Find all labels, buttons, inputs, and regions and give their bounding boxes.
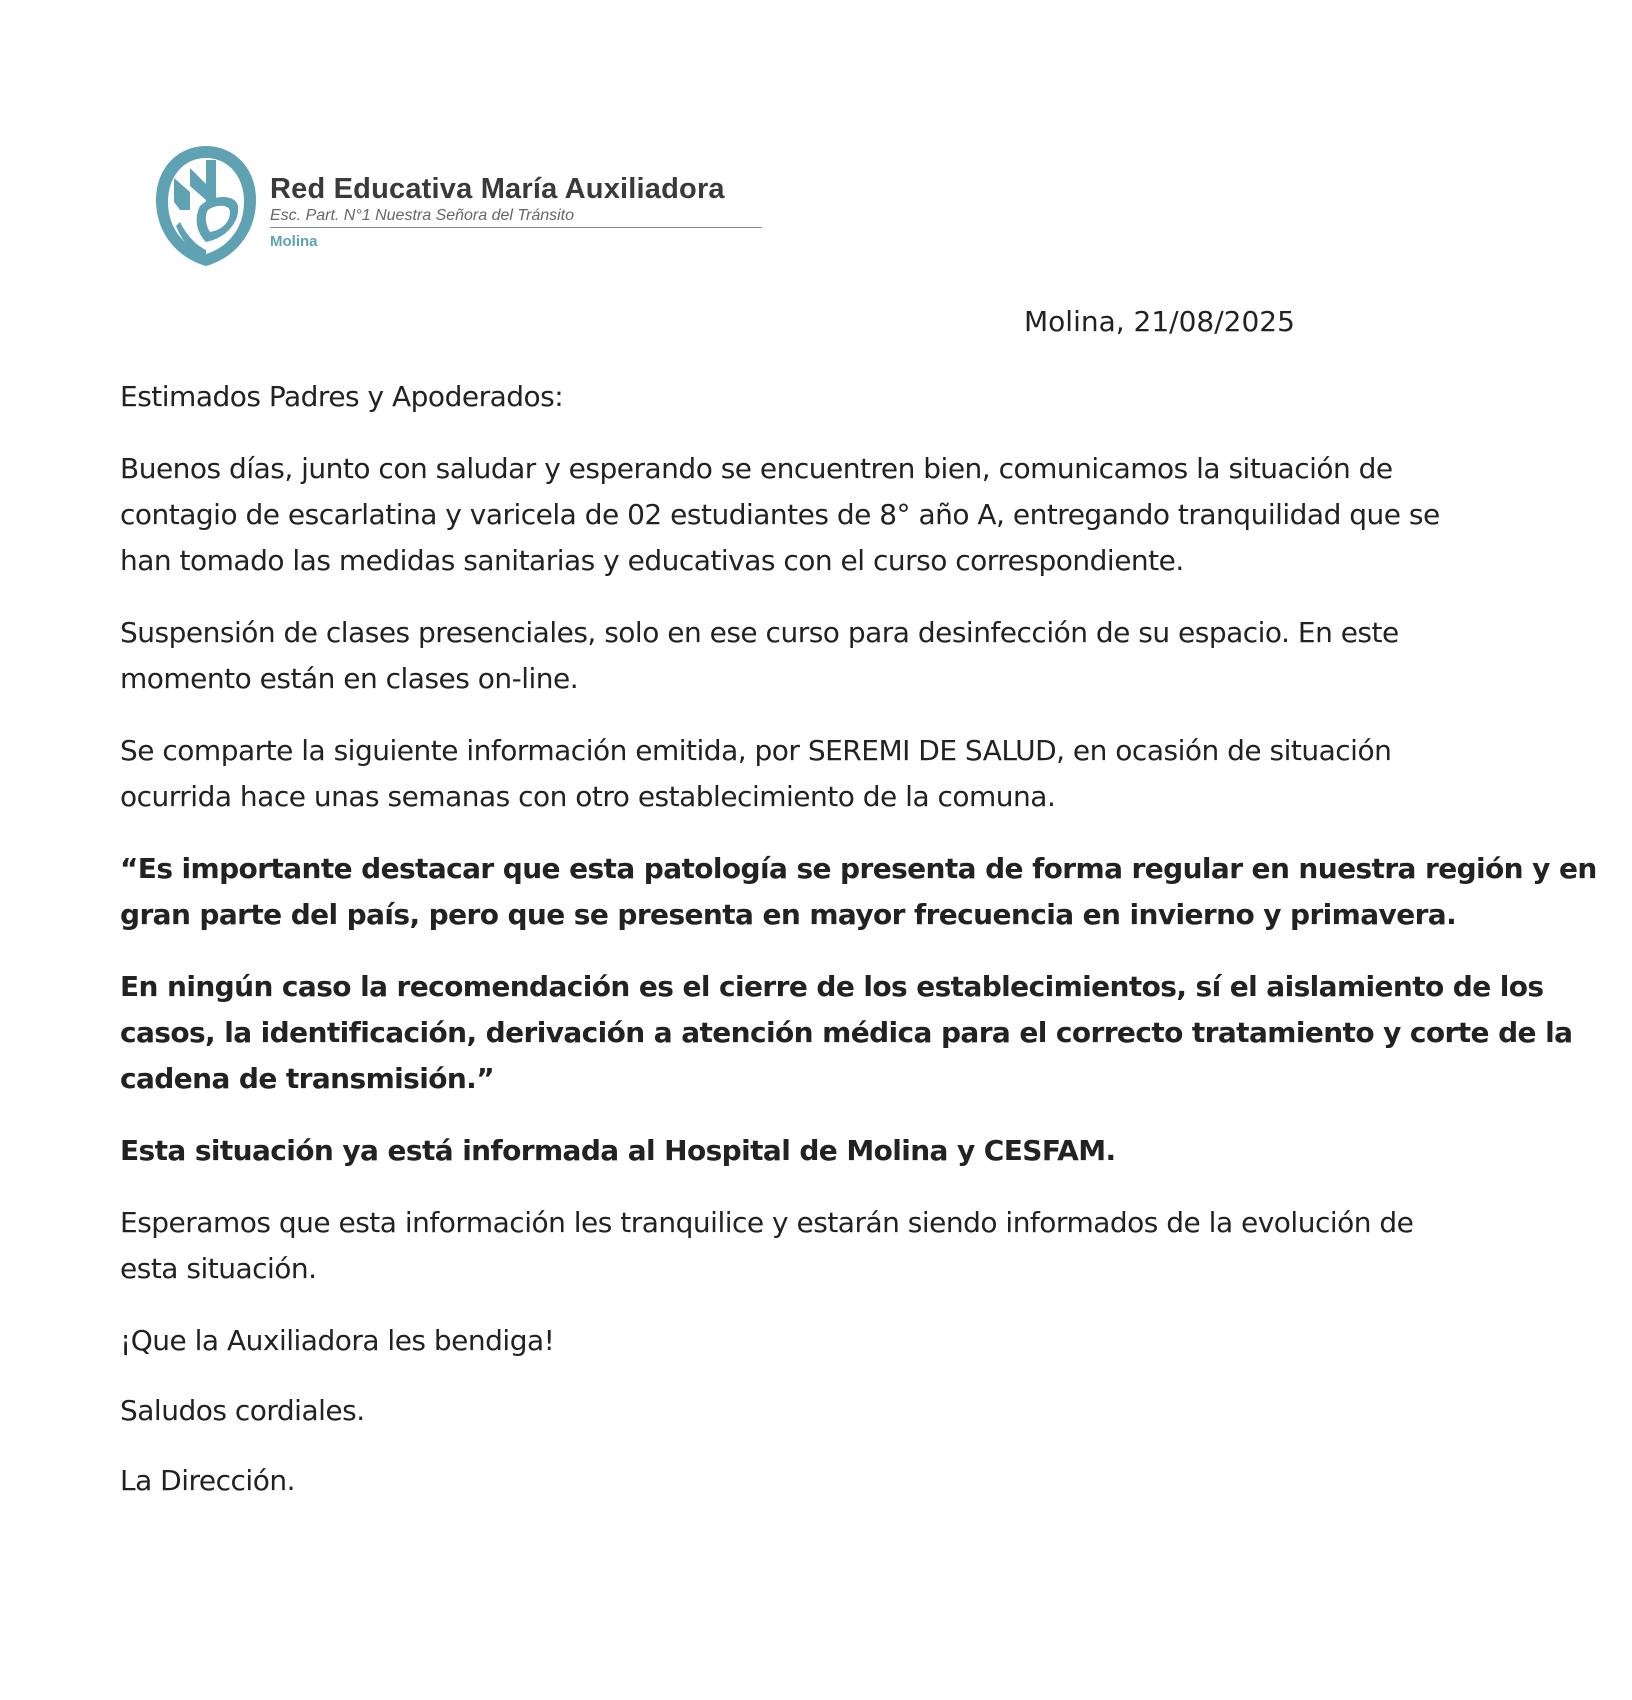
school-city: Molina — [270, 233, 318, 250]
paragraph-situation — [120, 446, 1520, 584]
closing: Saludos cordiales. — [120, 1394, 365, 1427]
signature: La Dirección. — [120, 1464, 295, 1497]
text-line: momento están en clases on-line. — [120, 662, 579, 695]
text-line: cadena de transmisión.” — [120, 1062, 495, 1095]
text-line: Se comparte la siguiente información emitida, por SEREMI DE SALUD, en ocasión de situación — [120, 734, 1392, 767]
letterhead — [150, 142, 770, 272]
text-line: contagio de escarlatina y varicela de 02 estudiantes de 8° año A, entregando tranquilidad que se — [120, 498, 1440, 531]
text-line: gran parte del país, pero que se presenta en mayor frecuencia en invierno y primavera. — [120, 898, 1457, 931]
text-line: Esperamos que esta información les tranquilice y estarán siendo informados de la evolución de — [120, 1206, 1414, 1239]
greeting: Estimados Padres y Apoderados: — [120, 380, 564, 413]
quote-paragraph-2 — [120, 964, 1573, 1102]
text-line: “Es importante destacar que esta patología se presenta de forma regular en nuestra región y en — [120, 852, 1597, 885]
blessing: ¡Que la Auxiliadora les bendiga! — [120, 1324, 555, 1357]
text-line: ocurrida hace unas semanas con otro establecimiento de la comuna. — [120, 780, 1056, 813]
text-line: han tomado las medidas sanitarias y educativas con el curso correspondiente. — [120, 544, 1184, 577]
quote-paragraph-1 — [120, 846, 1597, 938]
text-line: En ningún caso la recomendación es el cierre de los establecimientos, sí el aislamiento de los — [120, 970, 1544, 1003]
text-line: esta situación. — [120, 1252, 317, 1285]
paragraph-seremi — [120, 728, 1520, 820]
school-shield-logo — [150, 142, 262, 270]
school-name: Esc. Part. N°1 Nuestra Señora del Tránsito — [270, 206, 762, 228]
paragraph-informed: Esta situación ya está informada al Hospital de Molina y CESFAM. — [120, 1134, 1116, 1167]
letter-body — [120, 374, 1597, 1528]
letter-date: Molina, 21/08/2025 — [1024, 305, 1295, 338]
text-line: Suspensión de clases presenciales, solo en ese curso para desinfección de su espacio. En este — [120, 616, 1399, 649]
paragraph-hope — [120, 1200, 1520, 1292]
text-line: casos, la identificación, derivación a atención médica para el correcto tratamiento y corte de la — [120, 1016, 1573, 1049]
organization-name: Red Educativa María Auxiliadora — [270, 173, 725, 205]
paragraph-suspension — [120, 610, 1520, 702]
text-line: Buenos días, junto con saludar y esperando se encuentren bien, comunicamos la situación de — [120, 452, 1393, 485]
